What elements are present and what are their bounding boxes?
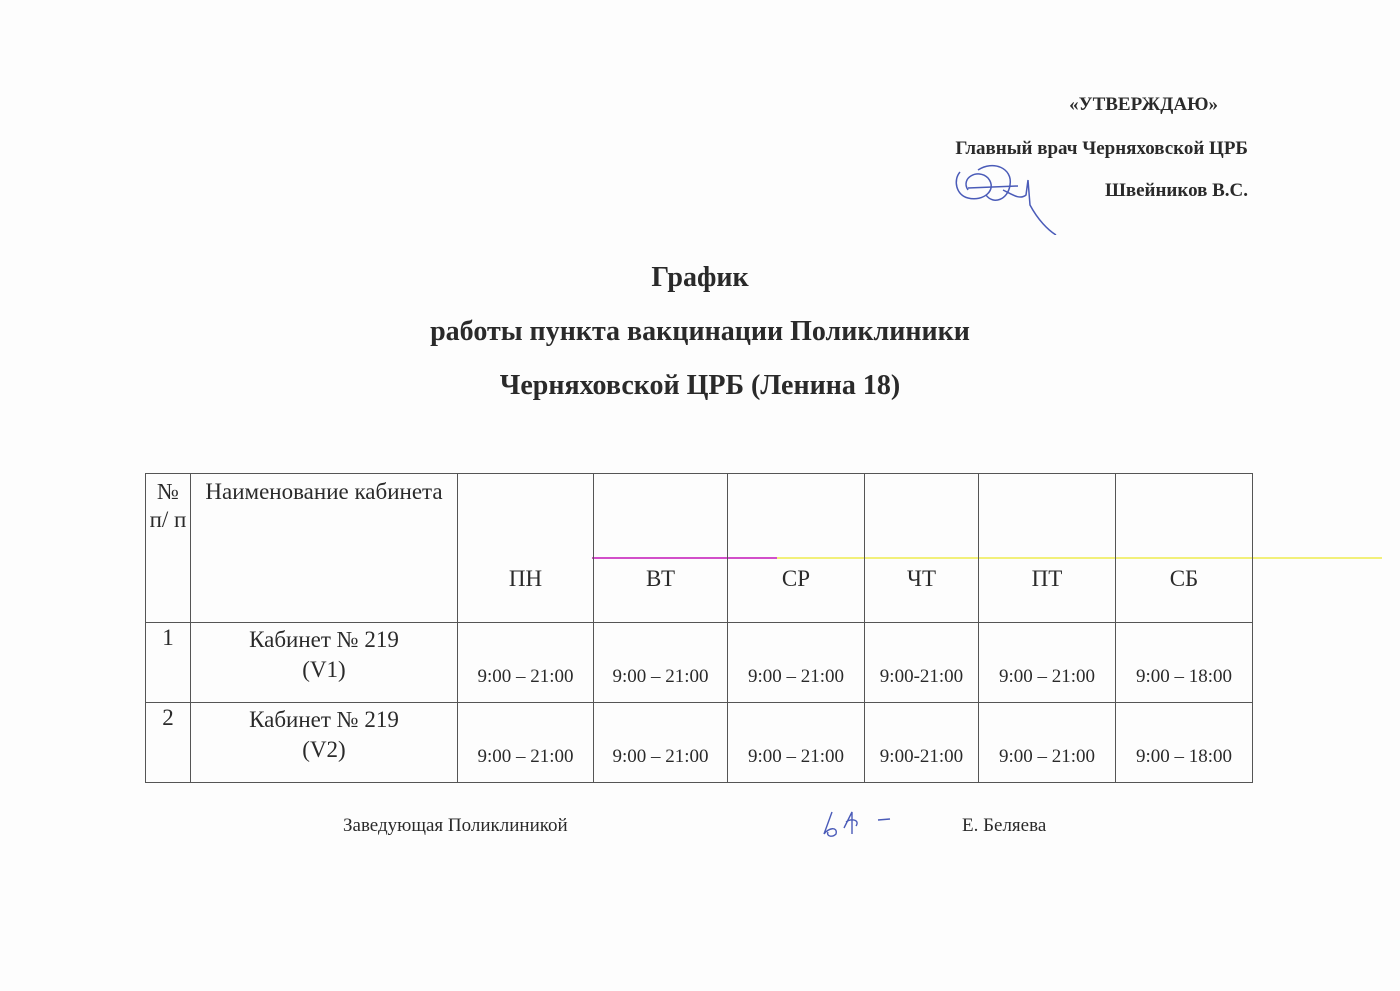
table-row	[146, 703, 1253, 783]
time-thu: 9:00-21:00	[865, 703, 979, 783]
header-day-tue: ВТ	[594, 474, 728, 623]
head-signature-icon	[818, 806, 898, 840]
time-wed: 9:00 – 21:00	[728, 623, 865, 703]
row-num: 1	[146, 623, 191, 703]
cabinet-code: (V1)	[302, 657, 346, 682]
time-mon: 9:00 – 21:00	[458, 623, 594, 703]
header-day-sat: СБ	[1116, 474, 1253, 623]
row-cabinet	[191, 703, 458, 783]
chief-doctor-signature-icon	[948, 160, 1078, 235]
header-day-thu: ЧТ	[865, 474, 979, 623]
header-name-label: Наименование кабинета	[205, 479, 443, 504]
cabinet-code: (V2)	[302, 737, 346, 762]
time-thu: 9:00-21:00	[865, 623, 979, 703]
footer-name: Е. Беляева	[962, 815, 1047, 836]
footer-position: Заведующая Поликлиникой	[343, 815, 568, 836]
row-cabinet	[191, 623, 458, 703]
header-num	[146, 474, 191, 623]
schedule-table	[145, 473, 1253, 783]
time-mon: 9:00 – 21:00	[458, 703, 594, 783]
time-wed: 9:00 – 21:00	[728, 703, 865, 783]
table-header-row	[146, 474, 1253, 623]
approval-heading: «УТВЕРЖДАЮ»	[1069, 94, 1218, 115]
document-subtitle-1: работы пункта вакцинации Поликлиники	[430, 316, 970, 347]
time-sat: 9:00 – 18:00	[1116, 623, 1253, 703]
header-day-wed: СР	[728, 474, 865, 623]
header-name	[191, 474, 458, 623]
header-num-label: № п/ п	[149, 479, 187, 532]
time-fri: 9:00 – 21:00	[979, 623, 1116, 703]
time-tue: 9:00 – 21:00	[594, 623, 728, 703]
row-num: 2	[146, 703, 191, 783]
cabinet-name: Кабинет № 219	[249, 627, 399, 652]
cabinet-name: Кабинет № 219	[249, 707, 399, 732]
approval-position: Главный врач Черняховской ЦРБ	[955, 138, 1248, 159]
document-title: График	[651, 262, 749, 293]
header-day-mon: ПН	[458, 474, 594, 623]
table-row	[146, 623, 1253, 703]
document-subtitle-2: Черняховской ЦРБ (Ленина 18)	[499, 370, 901, 401]
approval-name: Швейников В.С.	[1104, 180, 1248, 201]
time-fri: 9:00 – 21:00	[979, 703, 1116, 783]
header-day-fri: ПТ	[979, 474, 1116, 623]
time-sat: 9:00 – 18:00	[1116, 703, 1253, 783]
time-tue: 9:00 – 21:00	[594, 703, 728, 783]
